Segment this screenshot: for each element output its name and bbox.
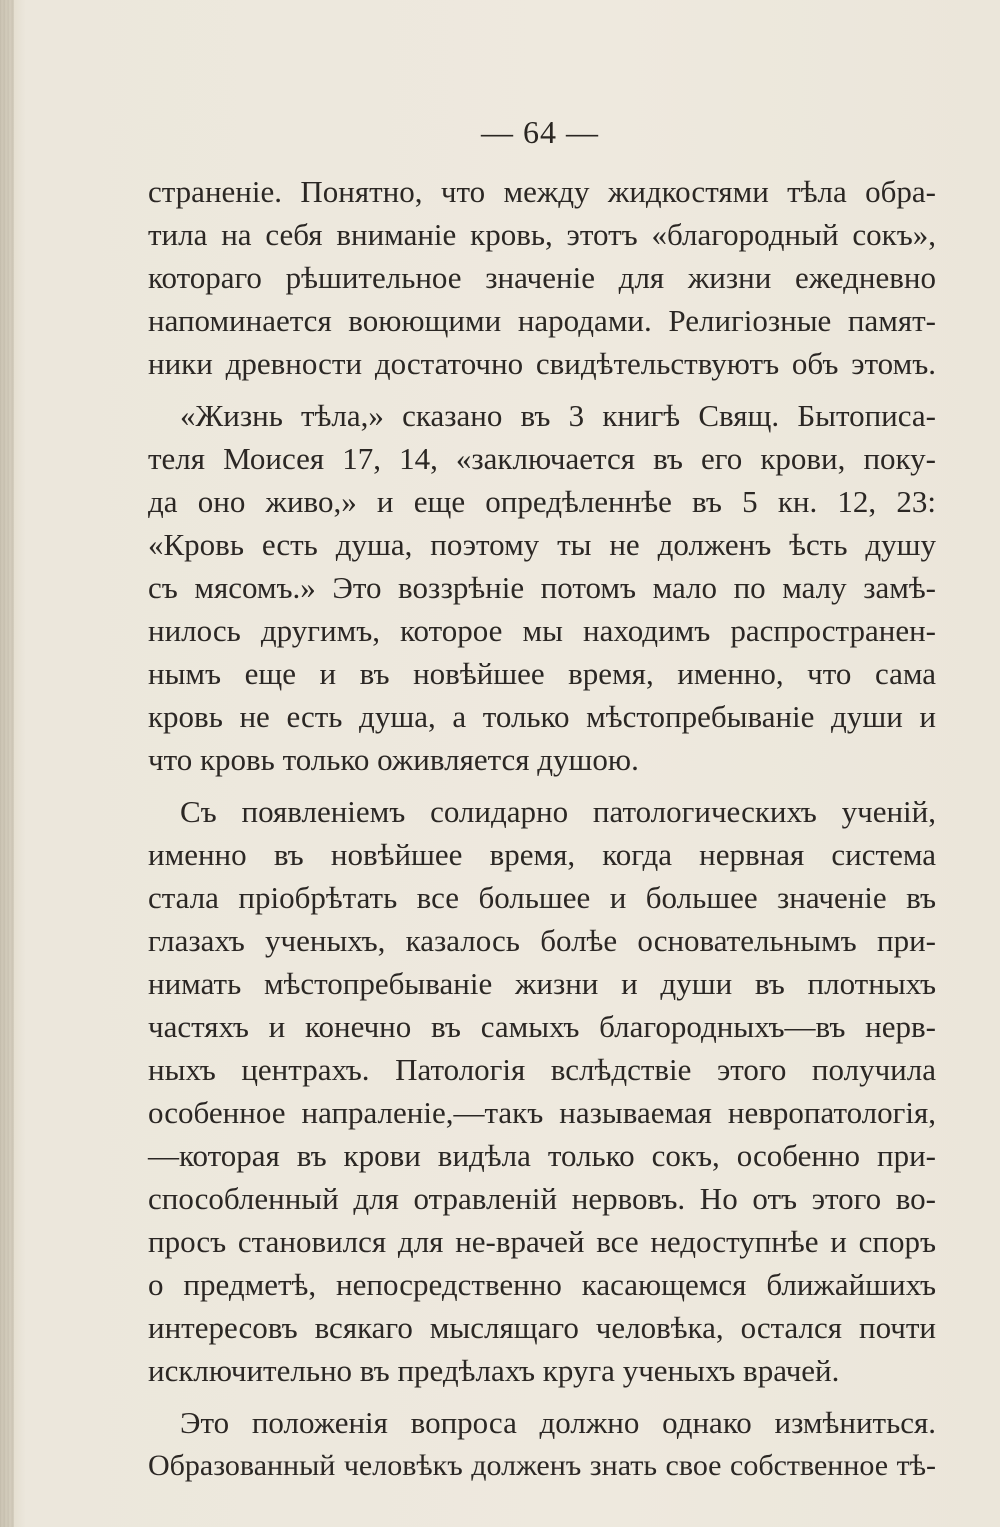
paragraph-1	[148, 170, 936, 385]
body-text	[148, 170, 936, 1487]
text-line: «Жизнь тѣла,» сказано въ 3 книгѣ Свящ. Бытописа-	[180, 398, 936, 433]
text-line: напоминается воюющими народами. Религіозные памят-	[148, 303, 936, 338]
text-line: особенное напраленіе,—такъ называемая невропатологія,	[148, 1095, 936, 1130]
binding-edge	[0, 0, 14, 1527]
text-line: страненіе. Понятно, что между жидкостями тѣла обра-	[148, 174, 936, 209]
text-line: ныхъ центрахъ. Патологія вслѣдствіе этого получила	[148, 1052, 936, 1087]
text-line: что кровь только оживляется душою.	[148, 742, 639, 777]
text-line: —которая въ крови видѣла только сокъ, особенно при-	[148, 1138, 936, 1173]
text-line: способленный для отравленій нервовъ. Но отъ этого во-	[148, 1181, 936, 1216]
paragraph-2	[148, 394, 936, 781]
text-line: котораго рѣшительное значеніе для жизни ежедневно	[148, 260, 936, 295]
text-line: просъ становился для не-врачей все недоступнѣе и споръ	[148, 1224, 936, 1259]
text-line: именно въ новѣйшее время, когда нервная система	[148, 837, 936, 872]
text-line: нымъ еще и въ новѣйшее время, именно, что сама	[148, 656, 936, 691]
paragraph-3	[148, 790, 936, 1392]
text-line: теля Моисея 17, 14, «заключается въ его крови, поку-	[148, 441, 936, 476]
text-line: Съ появленіемъ солидарно патологическихъ ученій,	[180, 794, 936, 829]
text-line: о предметѣ, непосредственно касающемся ближайшихъ	[148, 1267, 936, 1302]
text-line: частяхъ и конечно въ самыхъ благородныхъ—въ нерв-	[148, 1009, 936, 1044]
text-line: исключительно въ предѣлахъ круга ученыхъ врачей.	[148, 1353, 840, 1388]
page-number: — 64 —	[481, 114, 599, 150]
text-line: кровь не есть душа, а только мѣстопребываніе души и	[148, 699, 936, 734]
paragraph-4	[148, 1401, 936, 1487]
text-line: стала пріобрѣтать все большее и большее значеніе въ	[148, 880, 936, 915]
text-line: да оно живо,» и еще опредѣленнѣе въ 5 кн. 12, 23:	[148, 484, 936, 519]
text-line: нилось другимъ, которое мы находимъ распространен-	[148, 613, 936, 648]
text-line: тила на себя вниманіе кровь, этотъ «благородный сокъ»,	[148, 217, 936, 252]
text-line: «Кровь есть душа, поэтому ты не долженъ ѣсть душу	[148, 527, 936, 562]
text-line: съ мясомъ.» Это воззрѣніе потомъ мало по малу замѣ-	[148, 570, 936, 605]
text-line: Это положенія вопроса должно однако измѣниться.	[180, 1405, 936, 1440]
text-line: нимать мѣстопребываніе жизни и души въ плотныхъ	[148, 966, 936, 1001]
text-line: глазахъ ученыхъ, казалось болѣе основательнымъ при-	[148, 923, 936, 958]
text-line: Образованный человѣкъ долженъ знать свое собственное тѣ-	[148, 1449, 936, 1482]
text-line: интересовъ всякаго мыслящаго человѣка, остался почти	[148, 1310, 936, 1345]
text-line: ники древности достаточно свидѣтельствуютъ объ этомъ.	[148, 346, 936, 381]
